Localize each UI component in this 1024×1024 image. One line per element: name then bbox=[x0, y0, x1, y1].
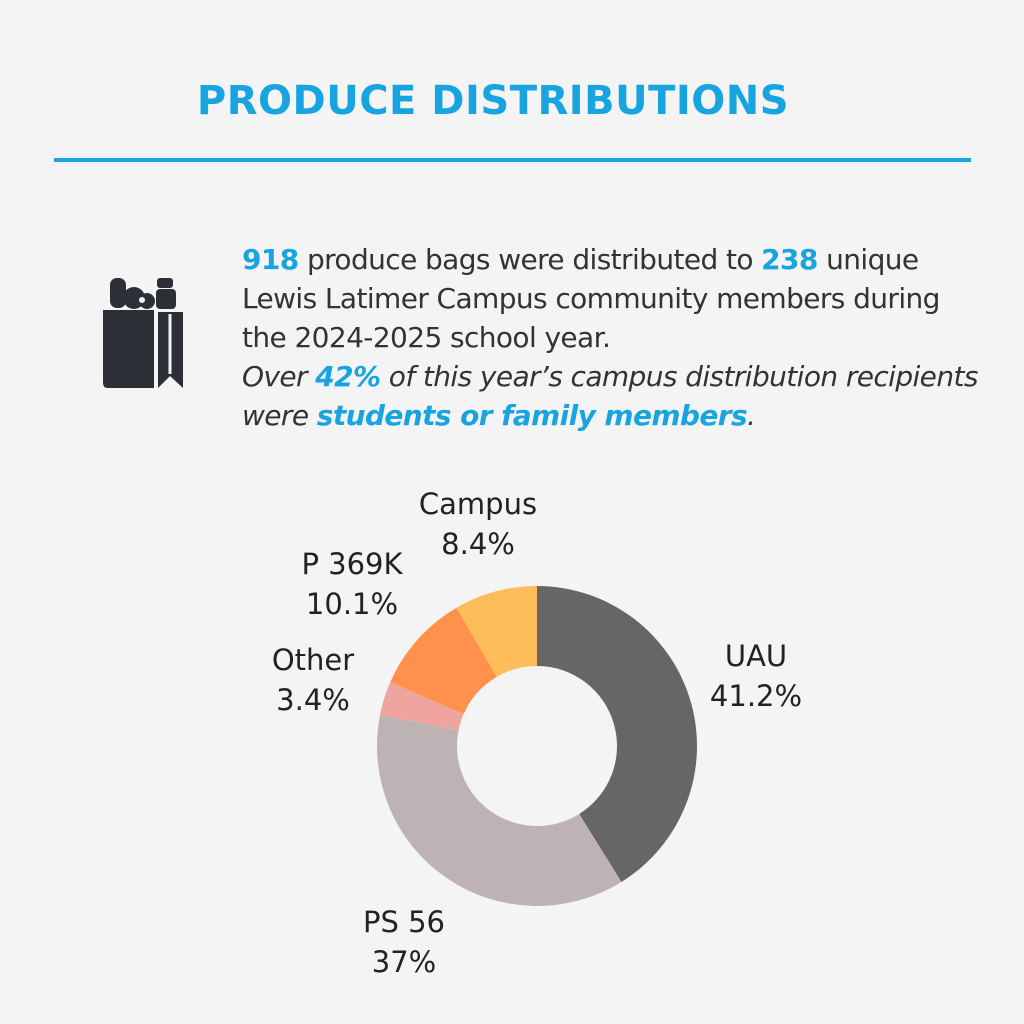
summary-italic-paragraph bbox=[242, 357, 982, 435]
summary-text-2: unique Lewis Latimer Campus community members during the 2024-2025 school year. bbox=[242, 243, 940, 354]
slice-label-other: Other 3.4% bbox=[271, 643, 355, 717]
students-highlight: students or family members bbox=[316, 399, 748, 432]
slice-label-ps-56: PS 56 37% bbox=[362, 905, 446, 979]
slice-label-p-369k: P 369K 10.1% bbox=[301, 547, 403, 621]
summary-text bbox=[242, 240, 982, 435]
donut-chart bbox=[0, 470, 1024, 1010]
summary-text-4: of this year’s campus distribution recipients were bbox=[242, 360, 978, 432]
slice-label-campus: Campus 8.4% bbox=[418, 487, 538, 561]
summary-paragraph bbox=[242, 240, 982, 357]
summary-text-3: Over bbox=[242, 360, 316, 393]
summary-text-1: produce bags were distributed to bbox=[298, 243, 762, 276]
slice-label-uau: UAU 41.2% bbox=[709, 639, 803, 713]
title-divider bbox=[54, 158, 971, 162]
summary-text-5: . bbox=[747, 399, 756, 432]
page-title: PRODUCE DISTRIBUTIONS bbox=[196, 78, 790, 124]
members-count: 238 bbox=[761, 243, 818, 276]
bags-count: 918 bbox=[242, 243, 299, 276]
percent-highlight: 42% bbox=[315, 360, 381, 393]
grocery-bag-icon bbox=[100, 276, 186, 390]
